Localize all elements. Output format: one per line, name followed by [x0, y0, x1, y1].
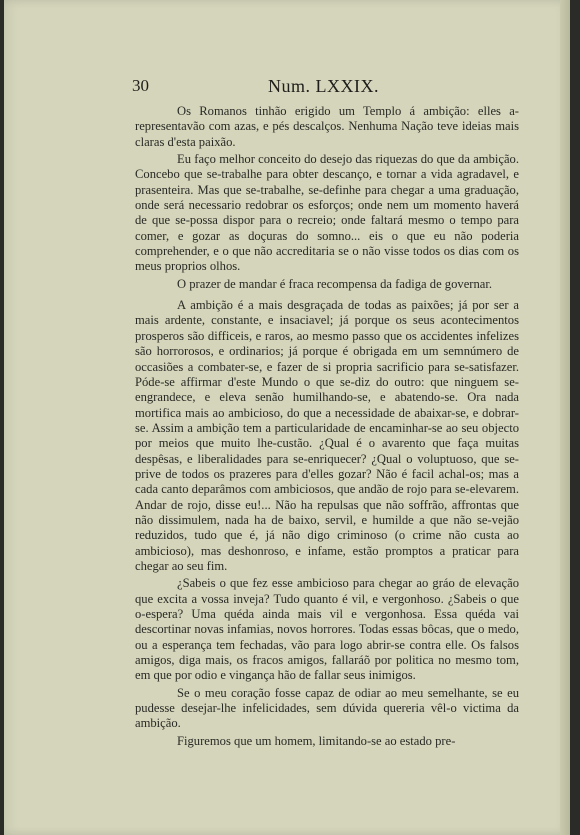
body-text	[135, 104, 519, 749]
paragraph-riquezas: Eu faço melhor conceito do desejo das riquezas do que da ambição. Concebo que se-trabalhe para obter descanço, e tornar a vida agradavel, e prasenteira. Mas que se-trabalhe, se-definhe para chegar a uma graduação, onde será necessario redobrar os esforços; onde nem um momento haverá de que se-possa dispor para o recreio; onde faltará mesmo o tempo para comer, e gozar as doçuras do somno... eis o que eu não poderia comprehender, e o que não accreditaria se o não visse todos os dias com os meus proprios olhos.	[135, 152, 519, 274]
page-header	[132, 76, 532, 96]
paragraph-coracao: Se o meu coração fosse capaz de odiar ao meu semelhante, se eu pudesse desejar-lhe infelicidades, sem dúvida quereria vêl-o victima da ambição.	[135, 685, 519, 731]
page-edge	[560, 0, 570, 835]
paragraph-ambicao-desgracada: A ambição é a mais desgraçada de todas as paixões; já por ser a mais ardente, constante, e insaciavel; já porque os seus acontecimentos prosperos são difficeis, e raros, ao mesmo passo que os accidentes infelizes são horrorosos, e ordinarios; já porque é obrigada em um semnúmero de occasiões a combater-se, e fazer de si propria sacrificio para se-satisfazer. Póde-se affirmar d'este Mundo o que se-diz do outro: que ninguem se-engrandece, e eleva senão humilhando-se, e abatendo-se. Ora nada mortifica mais ao ambicioso, do que a necessidade de abaixar-se, e dobrar-se. Assim a ambição tem a particularidade de encaminhar-se ao seu objecto por meios que muito lhe-custão. ¿Qual é o avarento que faça muitas despêsas, e liberalidades para se-enriquecer? ¿Qual o voluptuoso, que se-prive de todos os prazeres para d'elles gozar? Não é facil achal-os; mas a cada canto deparâmos com ambiciosos, que andão de rojo para se-elevarem. Andar de rojo, disse eu!... Não ha repulsas que não soffrão, affrontas que não dissimulem, nada ha de baixo, servil, e humilde a que não se-vejão reduzidos, tudo que é, já não digo criminoso (o crime não custa ao ambicioso), mas deshonroso, e infame, estão promptos a praticar para chegar ao seu fim.	[135, 298, 519, 573]
book-page	[4, 0, 570, 835]
paragraph-prazer-mandar: O prazer de mandar é fraca recompensa da fadiga de governar.	[177, 276, 493, 291]
running-title: Num. LXXIX.	[268, 76, 379, 96]
paragraph-figuremos: Figuremos que um homem, limitando-se ao estado pre-	[177, 733, 456, 748]
paragraph-romanos: Os Romanos tinhão erigido um Templo á ambição: elles a-representavão com azas, e pés descalços. Nenhuma Nação teve ideias mais claras d'esta paixão.	[135, 104, 519, 149]
page-number: 30	[132, 76, 149, 95]
paragraph-sabeis: ¿Sabeis o que fez esse ambicioso para chegar ao gráo de elevação que excita a vossa inveja? Tudo quanto é vil, e vergonhoso. ¿Sabeis o que o-espera? Uma quéda ainda mais vil e vergonhosa. Essa quéda vai descortinar novas infamias, novos horrores. Todas essas bôcas, que o medo, ou a esperança tem fechadas, vão para logo abrir-se contra elle. Os falsos amigos, diga mais, os fracos amigos, fallaráõ por politica no mesmo tom, em que por odio e vingança hão de fallar seus inimigos.	[135, 576, 519, 683]
